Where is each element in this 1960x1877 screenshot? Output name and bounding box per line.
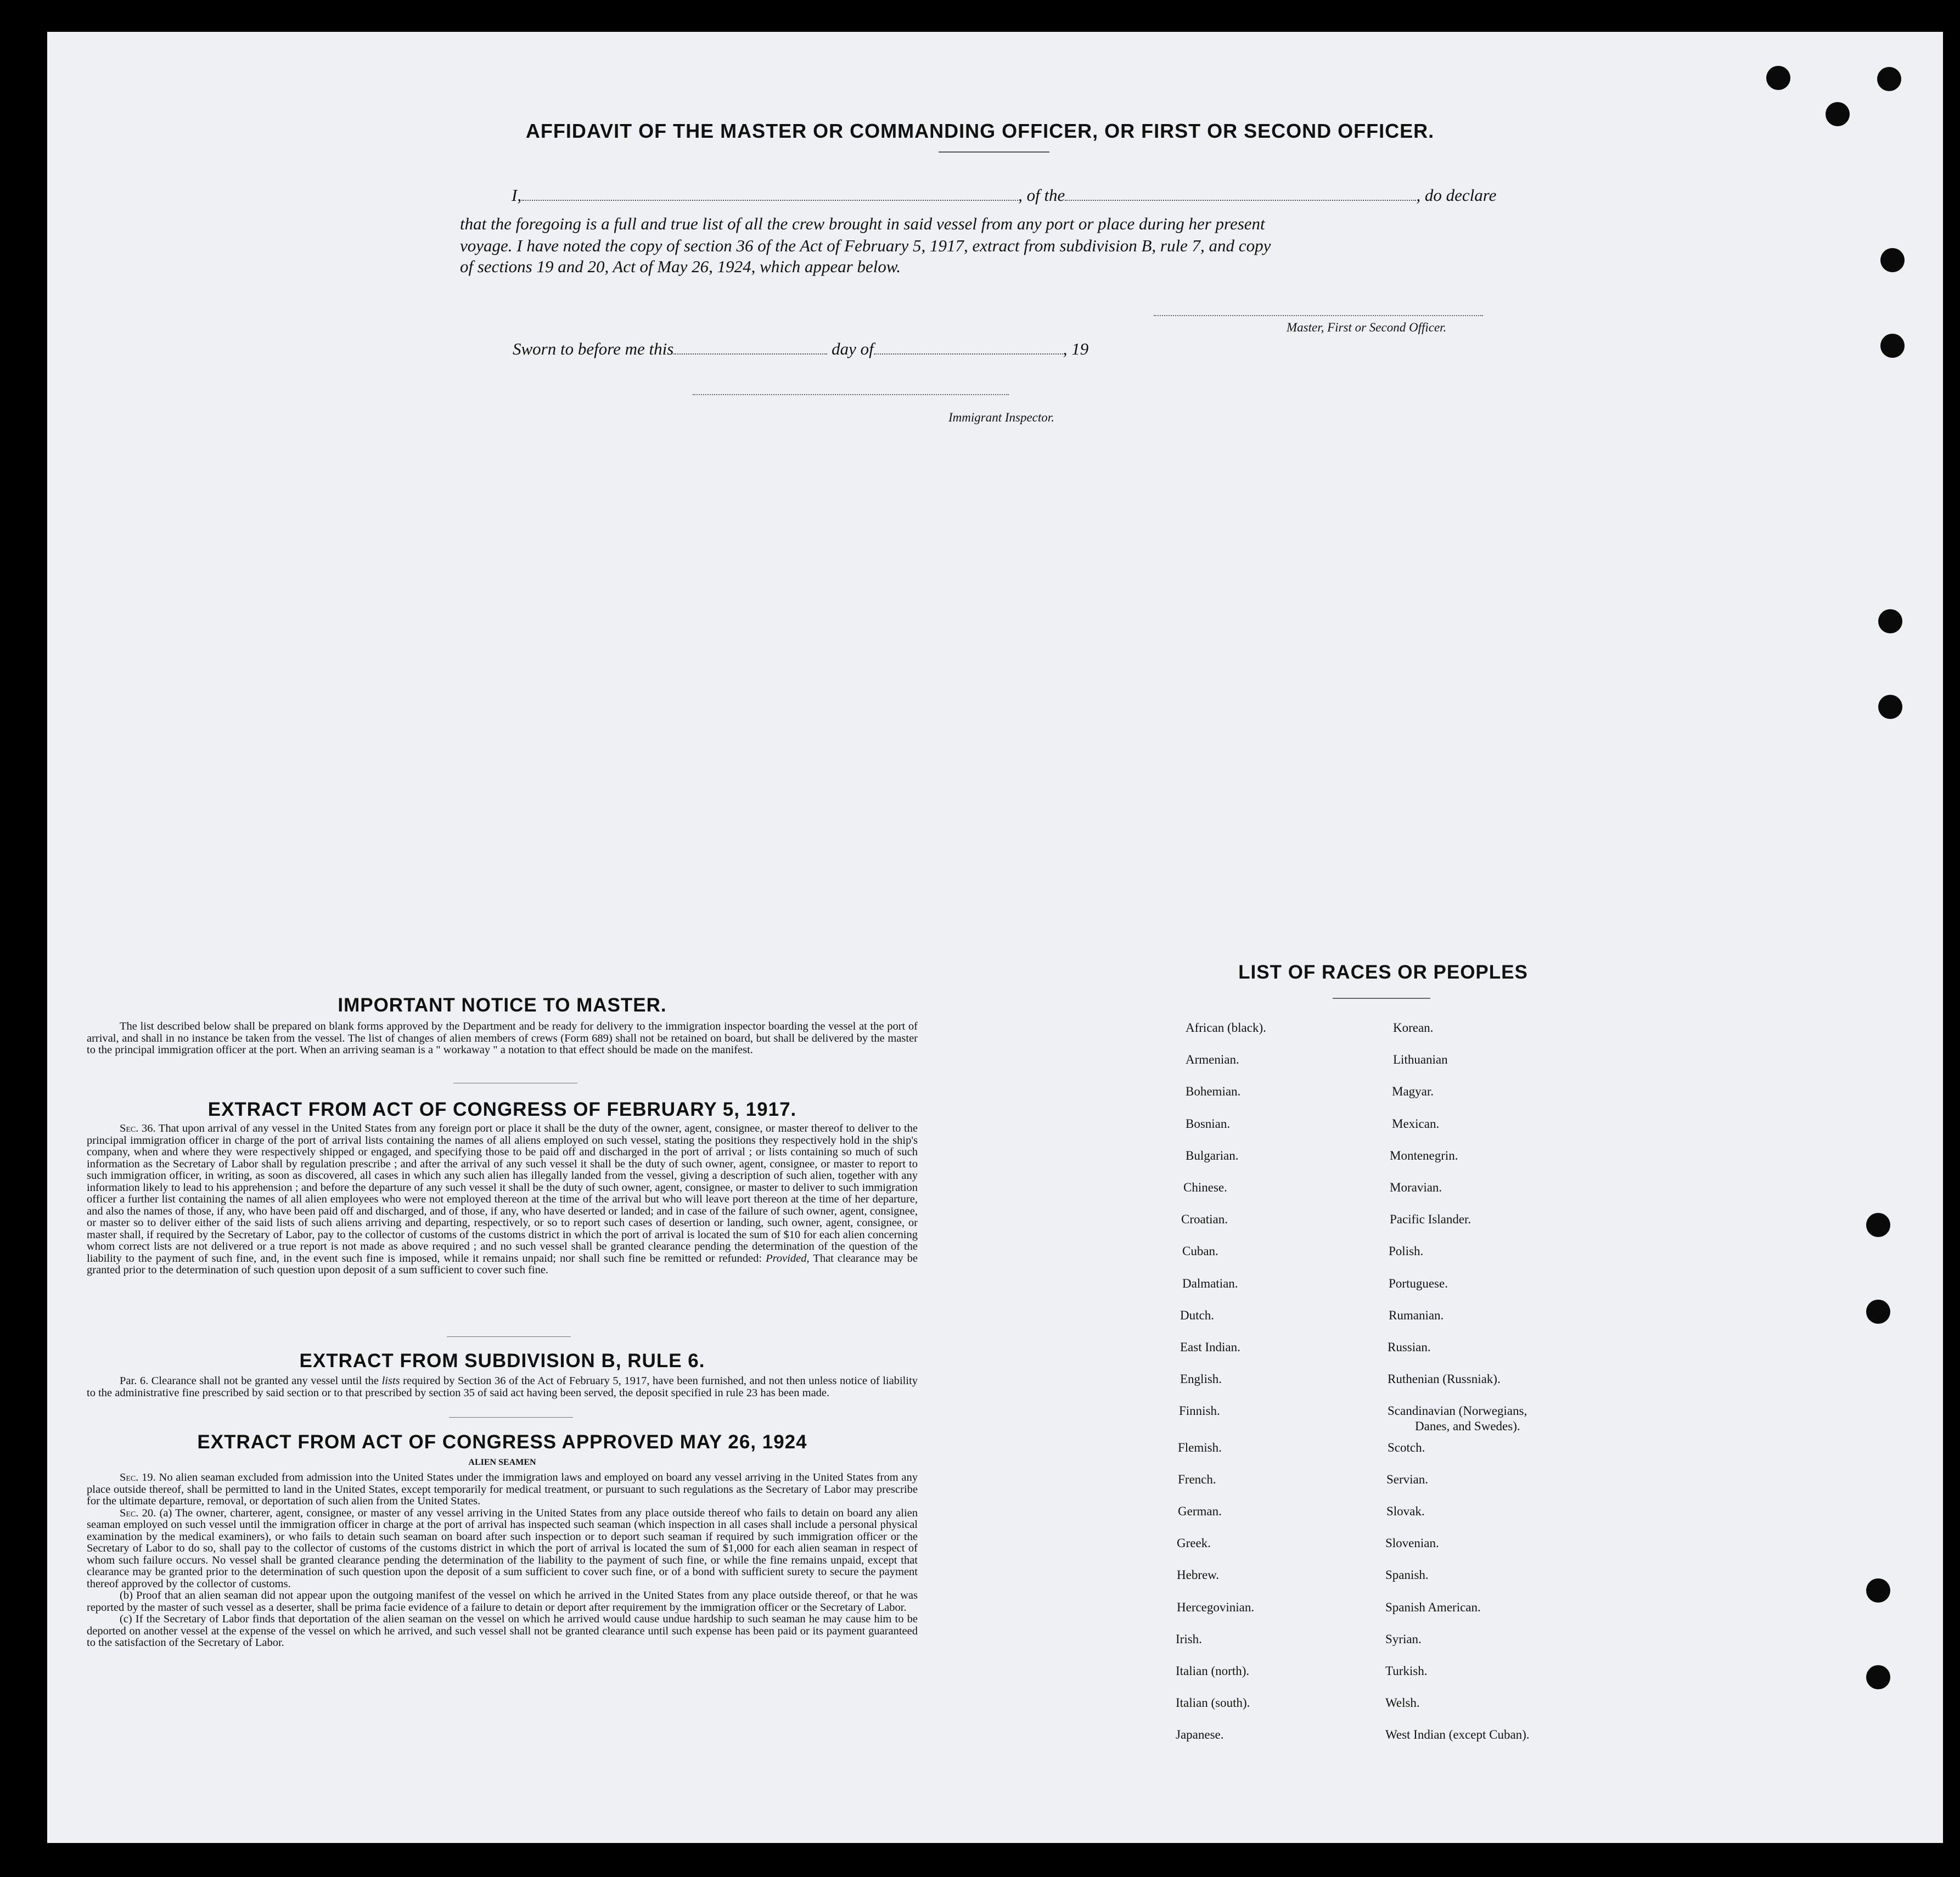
race-item: Dutch.	[1180, 1308, 1214, 1322]
race-item: Japanese.	[1176, 1728, 1224, 1742]
race-item: Pacific Islander.	[1390, 1212, 1472, 1227]
race-item: Greek.	[1177, 1536, 1211, 1550]
punch-hole	[1866, 1300, 1890, 1324]
declaration-line-4: of sections 19 and 20, Act of May 26, 1924, which appear below.	[460, 257, 901, 276]
race-item: Slovak.	[1386, 1504, 1425, 1518]
day-of-label: day of	[832, 339, 874, 358]
race-item: Spanish.	[1385, 1568, 1429, 1582]
inspector-signature-line[interactable]	[693, 394, 1009, 395]
extract-1917-title: EXTRACT FROM ACT OF CONGRESS OF FEBRUARY 5, 1917.	[207, 1099, 797, 1120]
race-item: Chinese.	[1183, 1181, 1227, 1194]
notice-text: The list described below shall be prepared on blank forms approved by the Department and be ready for delivery to the immigration inspector boarding the vessel at the port of arrival, and shall in no instance be taken from the vessel. The list of changes of alien members of crews (Form 689) shall not be retained on board, but shall be delivered by the master to the principal immigration officer at the port. When an arriving seaman is a " workaway " a notation to that effect should be made on the manifest.	[87, 1020, 918, 1056]
race-item: Spanish American.	[1385, 1600, 1481, 1614]
race-item: Scandinavian (Norwegians,	[1388, 1404, 1527, 1418]
race-item: Lithuanian	[1393, 1053, 1448, 1067]
affidavit-title: AFFIDAVIT OF THE MASTER OR COMMANDING OFFICER, OR FIRST OR SECOND OFFICER.	[525, 120, 1435, 142]
race-item: Dalmatian.	[1182, 1276, 1238, 1290]
declaration-line-3: voyage. I have noted the copy of section 36 of the Act of February 5, 1917, extract from subdivision B, rule 7, and copy	[460, 236, 1271, 255]
race-item: Servian.	[1386, 1472, 1429, 1486]
race-item: Slovenian.	[1385, 1536, 1439, 1550]
race-item: Ruthenian (Russniak).	[1388, 1372, 1501, 1386]
race-item: Italian (south).	[1176, 1696, 1250, 1710]
vessel-field[interactable]	[1065, 200, 1416, 201]
race-item: Hercegovinian.	[1177, 1600, 1255, 1614]
title-divider	[939, 151, 1049, 153]
race-item: West Indian (except Cuban).	[1385, 1728, 1530, 1742]
race-item: East Indian.	[1180, 1340, 1240, 1354]
extract-1917-text: Sec. 36. That upon arrival of any vessel in the United States from any foreign port or place it shall be the duty of the owner, agent, consignee, or master thereof to deliver to the principal immigration officer in charge of the port of arrival lists containing the names of all aliens employed on such vessel, stating the positions they respectively hold in the ship's company, when and where they were respectively shipped or engaged, and specifying those to be paid off and discharged in the port of arrival ; or lists containing so much of such information as the Secretary of Labor shall by regulation prescribe ; and after the arrival of any such vessel it shall be the duty of such owner, agent, consignee, or master to report to such immigration officer, in writing, as soon as discovered, all cases in which any such alien has illegally landed from the vessel, giving a description of such alien, together with any information likely to lead to his apprehension ; and before the departure of any such vessel it shall be the duty of such owner, agent, consignee, or master to deliver to such immigration officer a further list containing the names of all alien employees who were not employed thereon at the time of the arrival but who will leave port thereon at the time of her departure, and also the names of those, if any, who have been paid off and discharged, and of those, if any, who have deserted or landed; and in case of the failure of such owner, agent, consignee, or master so to deliver either of the said lists of such aliens arriving and departing, respectively, or so to report such cases of desertion or landing, such owner, agent, consignee, or master shall, if required by the Secretary of Labor, pay to the collector of customs of the customs district in which the port of arrival is located the sum of $10 for each alien concerning whom correct lists are not delivered or a true report is not made as above required ; and no such vessel shall be granted clearance pending the determination of the question of the liability to the payment of such fine, and, in the event such fine is imposed, while it remains unpaid; nor shall such fine be remitted or refunded: Provided, That clearance may be granted prior to the determination of such question upon deposit of a sum sufficient to cover such fine.	[87, 1122, 918, 1276]
declare-label: , do declare	[1416, 186, 1497, 205]
race-item: Italian (north).	[1176, 1664, 1250, 1678]
year-label: , 19	[1063, 339, 1089, 358]
punch-hole	[1866, 1665, 1890, 1689]
race-item: German.	[1178, 1504, 1222, 1518]
race-item: Portuguese.	[1389, 1276, 1448, 1290]
punch-hole	[1877, 67, 1901, 91]
race-item: Turkish.	[1385, 1664, 1428, 1678]
i-label: I,	[512, 186, 522, 205]
punch-hole	[1880, 334, 1905, 358]
punch-hole	[1866, 1213, 1890, 1237]
race-item: Korean.	[1393, 1021, 1434, 1035]
race-item: Scotch.	[1388, 1440, 1425, 1454]
punch-hole	[1880, 248, 1905, 272]
declaration-line-2: that the foregoing is a full and true list of all the crew brought in said vessel from any port or place during her present	[460, 214, 1265, 233]
race-item: Flemish.	[1178, 1440, 1222, 1454]
notice-title: IMPORTANT NOTICE TO MASTER.	[338, 994, 667, 1016]
extract-1924-text: Sec. 19. No alien seaman excluded from admission into the United States under the immigration laws and employed on board any vessel arriving in the United States from any place outside thereof, shall be permitted to land in the United States, except temporarily for medical treatment, or pursuant to such regulations as the Secretary of Labor may prescribe for the ultimate departure, removal, or deportation of such alien from the United States. Sec. 20. (a) The owner, charterer, agent, consignee, or master of any vessel arriving in the United States from any place outside thereof who fails to detain on board any alien seaman employed on such vessel until the immigration officer in charge at the port of arrival has inspected such seaman (which inspection in all cases shall include a personal physical examination by the medical examiners), or who fails to detain such seaman on board after such inspection or to deport such seaman if required by such immigration officer or the Secretary of Labor to do so, shall pay to the collector of customs of the customs district in which the port of arrival is located the sum of $1,000 for each alien seaman in respect of whom such failure occurs. No vessel shall be granted clearance pending the determination of the liability to the payment of such fine, or while the fine remains unpaid, except that clearance may be granted prior to the determination of such question upon the deposit of a sum sufficient to cover such fine, or of a bond with sufficient surety to secure the payment thereof approved by the collector of customs. (b) Proof that an alien seaman did not appear upon the outgoing manifest of the vessel on which he arrived in the United States from any place outside thereof, or that he was reported by the master of such vessel as a deserter, shall be prima facie evidence of a failure to detain or deport after requirement by the immigration officer or the Secretary of Labor. (c) If the Secretary of Labor finds that deportation of the alien seaman on the vessel on which he arrived would cause undue hardship to such seaman he may cause him to be deported on another vessel at the expense of the vessel on which he arrived, and such vessel shall not be granted clearance until such expense has been paid or its payment guaranteed to the satisfaction of the Secretary of Labor.	[87, 1471, 918, 1649]
punch-hole	[1878, 609, 1902, 633]
race-item: Magyar.	[1392, 1084, 1434, 1099]
declaration-line-1	[512, 186, 1496, 205]
punch-hole	[1766, 66, 1790, 90]
race-item: African (black).	[1186, 1021, 1266, 1035]
race-item: Bosnian.	[1186, 1116, 1231, 1131]
race-item: Russian.	[1388, 1340, 1431, 1354]
race-item: Polish.	[1389, 1244, 1424, 1258]
month-field[interactable]	[874, 353, 1063, 355]
races-divider	[1333, 998, 1430, 999]
extract-1924-title: EXTRACT FROM ACT OF CONGRESS APPROVED MAY 26, 1924	[197, 1431, 807, 1453]
race-item: Finnish.	[1179, 1404, 1220, 1418]
rule-6-text: Par. 6. Clearance shall not be granted any vessel until the lists required by Section 36 of the Act of February 5, 1917, have been furnished, and not then unless notice of liability to the administrative fine prescribed by said section or to that prescribed by section 35 of said act having been served, the deposit specified in rule 23 has been made.	[87, 1375, 918, 1399]
race-item: Syrian.	[1385, 1632, 1422, 1646]
master-signature-line[interactable]	[1154, 315, 1483, 316]
race-item: Mexican.	[1392, 1116, 1440, 1131]
race-item: Moravian.	[1390, 1181, 1442, 1194]
race-item: Montenegrin.	[1390, 1148, 1458, 1162]
race-item: Bulgarian.	[1186, 1148, 1239, 1162]
race-item: Armenian.	[1186, 1053, 1239, 1067]
race-item-continuation: Danes, and Swedes).	[1415, 1419, 1520, 1434]
punch-hole	[1878, 695, 1902, 719]
races-title: LIST OF RACES OR PEOPLES	[1238, 962, 1528, 983]
rule-6-divider	[449, 1417, 573, 1418]
master-caption: Master, First or Second Officer.	[1287, 321, 1447, 334]
rule-6-title: EXTRACT FROM SUBDIVISION B, RULE 6.	[299, 1350, 705, 1372]
race-item: Welsh.	[1385, 1696, 1420, 1710]
punch-hole	[1866, 1578, 1890, 1603]
race-item: Bohemian.	[1186, 1084, 1241, 1099]
race-item: English.	[1180, 1372, 1222, 1386]
race-item: Croatian.	[1181, 1212, 1228, 1227]
name-field[interactable]	[521, 200, 1018, 201]
of-the-label: , of the	[1018, 186, 1065, 205]
sworn-line	[513, 339, 1088, 359]
race-item: Cuban.	[1182, 1244, 1218, 1258]
race-item: Hebrew.	[1177, 1568, 1220, 1582]
race-item: Rumanian.	[1389, 1308, 1444, 1322]
inspector-caption: Immigrant Inspector.	[948, 411, 1054, 424]
extract-1917-divider	[447, 1336, 571, 1337]
day-field[interactable]	[673, 353, 827, 355]
alien-seamen-subtitle: ALIEN SEAMEN	[468, 1458, 536, 1467]
sworn-label: Sworn to before me this	[513, 339, 674, 358]
race-item: French.	[1178, 1472, 1216, 1486]
race-item: Irish.	[1176, 1632, 1202, 1646]
